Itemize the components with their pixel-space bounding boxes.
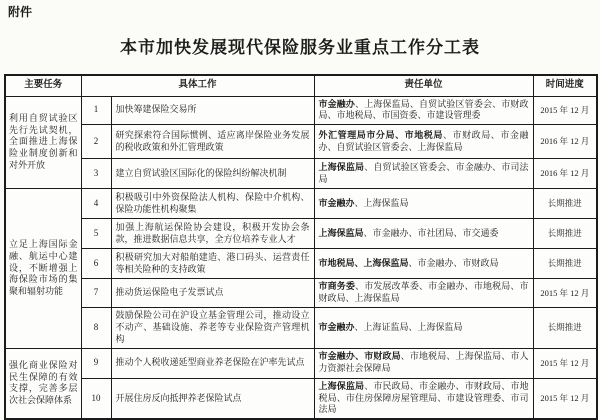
units-lead: 市金融办 [318, 98, 356, 109]
units-rest: 、市财政局、市金融办、自贸试验区管委会、上海保监局 [318, 129, 529, 152]
units-rest: 、市金融办、市社团局、市交通委 [363, 227, 499, 238]
units-lead: 上海保监局 [318, 380, 365, 391]
work-cell: 积极吸引中外资保险法人机构、保险中介机构、保险功能性机构聚集 [111, 189, 314, 219]
table-header-row [5, 75, 597, 96]
time-cell: 2015 年 12 月 [533, 378, 597, 420]
units-cell [314, 159, 533, 189]
row-number: 5 [81, 219, 111, 249]
units-rest: 、市金融办、市财政局 [408, 257, 499, 268]
page-title: 本市加快发展现代保险服务业重点工作分工表 [120, 38, 480, 57]
time-cell: 2016 年 12 月 [533, 125, 597, 159]
work-cell: 加强上海航运保险协会建设，积极开发协会条款，推进数据信息共享，全方位培养专业人才 [111, 219, 314, 249]
units-rest: 、市民政局、市金融办、市财政局、市地税局、市住房保障房屋管理局、市建设管理委、市司法局 [318, 380, 529, 415]
table-row [5, 159, 597, 189]
units-lead: 市金融办 [318, 321, 355, 332]
time-cell: 长期推进 [533, 249, 597, 279]
row-number: 8 [81, 308, 111, 349]
work-cell: 开展住房反向抵押养老保险试点 [111, 378, 314, 420]
column-header-time: 时间进度 [533, 75, 597, 96]
units-rest: 、上海保监局、自贸试验区管委会、市财政局、市地税局、市国资委、市建设管理委 [318, 98, 529, 121]
units-lead: 市金融办 [318, 197, 355, 208]
units-rest: 、自贸试验区管委会、市金融办、市司法局 [318, 161, 529, 184]
work-division-table [4, 74, 598, 420]
work-cell: 推动货运保险电子发票试点 [111, 279, 314, 308]
units-rest: 、市地税局、上海保监局、市人力资源社会保障局 [318, 351, 529, 374]
units-lead: 上海保监局 [318, 227, 364, 238]
table-row [5, 308, 597, 349]
column-header-work: 具体工作 [81, 75, 314, 96]
units-cell [314, 249, 533, 279]
units-lead: 外汇管理局市分局、市地税局 [318, 129, 443, 140]
units-cell [314, 219, 533, 249]
units-lead: 市商务委 [318, 281, 356, 292]
row-number: 10 [81, 378, 111, 420]
units-cell [314, 96, 533, 125]
table-row [5, 219, 597, 249]
units-lead: 上海保监局 [318, 161, 365, 172]
units-lead: 市地税局、上海保监局 [318, 257, 409, 268]
time-cell: 2016 年 12 月 [533, 159, 597, 189]
time-cell: 2015 年 12 月 [533, 348, 597, 378]
work-cell: 积极研究加大对船舶建造、港口码头、运营责任等相关险种的支持政策 [111, 249, 314, 279]
task-group-cell: 强化商业保险对民生保障的有效支撑，完善多层次社会保障体系 [5, 348, 81, 420]
table-row [5, 125, 597, 159]
work-cell: 研究探索符合国际惯例、适应离岸保险业务发展的税收政策和外汇管理政策 [111, 125, 314, 159]
column-header-units: 责任单位 [314, 75, 533, 96]
units-cell [314, 279, 533, 308]
table-row [5, 378, 597, 420]
time-cell: 长期推进 [533, 189, 597, 219]
units-cell [314, 189, 533, 219]
units-cell [314, 348, 533, 378]
table-row [5, 279, 597, 308]
row-number: 4 [81, 189, 111, 219]
time-cell: 长期推进 [533, 219, 597, 249]
units-cell [314, 378, 533, 420]
time-cell: 2015 年 12 月 [533, 279, 597, 308]
column-header-task: 主要任务 [5, 75, 81, 96]
row-number: 1 [81, 96, 111, 125]
row-number: 3 [81, 159, 111, 189]
time-cell: 长期推进 [533, 308, 597, 349]
units-rest: 、市发展改革委、市金融办、市地税局、市财政局、上海保监局 [318, 281, 529, 304]
row-number: 2 [81, 125, 111, 159]
time-cell: 2015 年 12 月 [533, 96, 597, 125]
units-lead: 市金融办、市财政局 [318, 351, 401, 362]
row-number: 6 [81, 249, 111, 279]
units-cell [314, 125, 533, 159]
units-cell [314, 308, 533, 349]
table-row [5, 189, 597, 219]
task-group-cell: 利用自贸试验区先行先试契机，全面推进上海保险业制度创新和对外开放 [5, 96, 81, 189]
row-number: 9 [81, 348, 111, 378]
work-cell: 加快筹建保险交易所 [111, 96, 314, 125]
row-number: 7 [81, 279, 111, 308]
work-cell: 鼓励保险公司在沪设立基金管理公司，推动设立不动产、基础设施、养老等专业保险资产管理机构 [111, 308, 314, 349]
table-row [5, 348, 597, 378]
units-rest: 、上海保监局 [354, 197, 409, 208]
attachment-label: 附件 [8, 5, 33, 19]
table-row [5, 96, 597, 125]
units-rest: 、上海证监局、上海保监局 [354, 321, 463, 332]
task-group-cell: 立足上海国际金融、航运中心建设，不断增强上海保险市场的集聚和辐射功能 [5, 189, 81, 348]
work-cell: 推动个人税收递延型商业养老保险在沪率先试点 [111, 348, 314, 378]
table-row [5, 249, 597, 279]
work-cell: 建立自贸试验区国际化的保险纠纷解决机制 [111, 159, 314, 189]
